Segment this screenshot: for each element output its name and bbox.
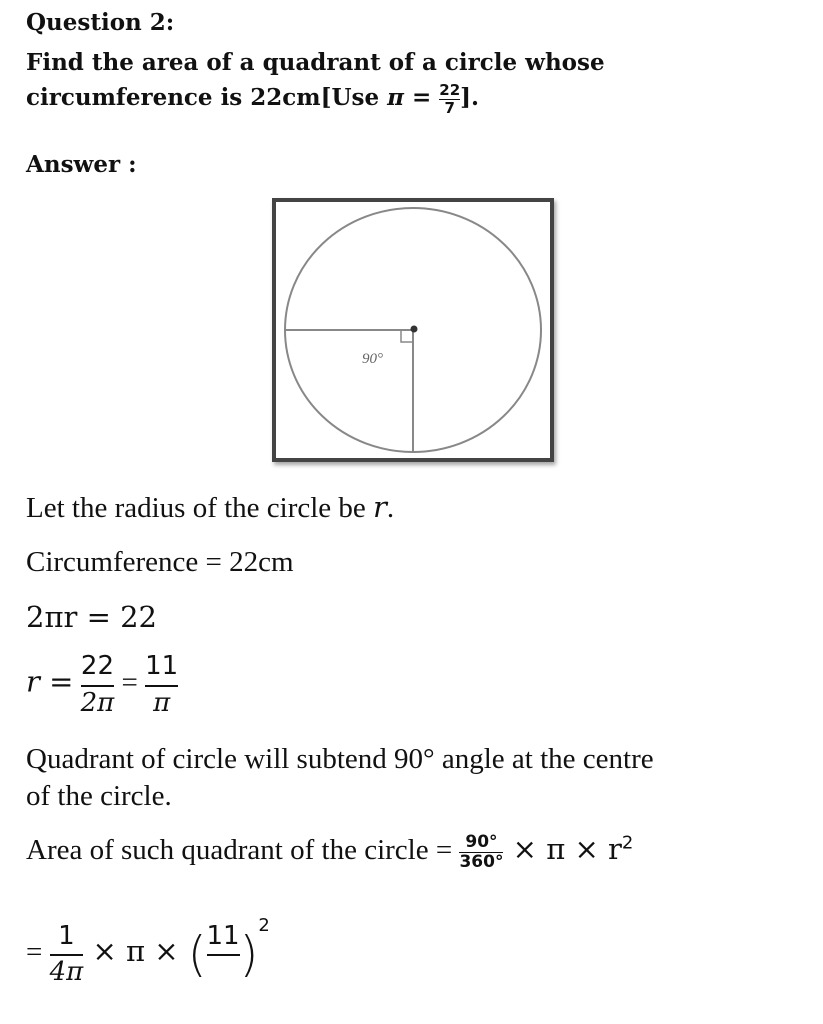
answer-label: Answer : xyxy=(26,151,137,178)
exponent: 2 xyxy=(621,832,634,854)
solution-line-area-substitution xyxy=(26,915,270,987)
degree-denominator: 360° xyxy=(459,851,504,872)
solution-line-equation: 2πr = 22 xyxy=(26,600,158,634)
inner-numerator: 11 xyxy=(206,920,240,951)
equals-sign: = xyxy=(121,666,138,699)
angle-label: 90° xyxy=(362,351,383,367)
fraction-1-over-4pi xyxy=(50,922,84,987)
exponent: 2 xyxy=(258,915,270,936)
fraction-90-over-360 xyxy=(459,833,503,871)
fraction-11-partial xyxy=(207,922,240,987)
solution-line-quadrant-b: of the circle. xyxy=(26,780,172,812)
frac1-numerator: 22 xyxy=(80,651,114,681)
circle-figure xyxy=(272,198,554,462)
frac-numerator: 1 xyxy=(58,920,75,951)
radius-statement-end: . xyxy=(386,492,395,524)
fraction-bar xyxy=(207,954,240,956)
inner-denominator-cut xyxy=(207,958,240,987)
center-point xyxy=(411,326,418,333)
pi-symbol: π xyxy=(387,84,404,111)
fraction-bar xyxy=(81,685,115,687)
fraction-bar xyxy=(145,685,178,687)
solution-line-r-value xyxy=(26,652,178,717)
question-text-line2-a: circumference is 22cm[Use xyxy=(26,84,388,111)
fraction-22-over-2pi xyxy=(81,652,115,717)
question-text-line2 xyxy=(26,82,479,116)
pi-value-fraction xyxy=(439,82,460,116)
frac1-denominator: 2π xyxy=(80,687,115,718)
multiply-pi: × π × xyxy=(83,934,188,968)
equals-sign: = xyxy=(412,84,432,111)
pi-fraction-numerator: 22 xyxy=(439,81,461,99)
right-paren: ) xyxy=(239,926,259,983)
question-heading: Question 2: xyxy=(26,9,175,36)
circle-diagram xyxy=(276,202,550,458)
r-lhs: r = xyxy=(26,664,74,699)
frac2-denominator: π xyxy=(153,687,171,718)
radius-statement: Let the radius of the circle be xyxy=(26,492,374,524)
radius-variable: r xyxy=(373,490,387,524)
frac2-numerator: 11 xyxy=(145,651,179,681)
degree-numerator: 90° xyxy=(465,832,498,853)
pi-fraction-denominator: 7 xyxy=(444,98,455,117)
solution-line-circumference: Circumference = 22cm xyxy=(26,546,294,578)
fraction-bar xyxy=(50,954,84,956)
solution-line-area-formula xyxy=(26,832,633,872)
question-close: ]. xyxy=(460,84,480,111)
fraction-11-over-pi xyxy=(145,652,178,717)
area-formula-rest: × π × r xyxy=(503,832,622,866)
solution-line-radius xyxy=(26,490,394,526)
left-paren: ( xyxy=(187,926,207,983)
right-angle-marker xyxy=(401,330,413,342)
area-formula-text: Area of such quadrant of the circle = xyxy=(26,834,460,866)
solution-line-quadrant-a: Quadrant of circle will subtend 90° angle at the centre xyxy=(26,743,654,775)
question-text-line1: Find the area of a quadrant of a circle whose xyxy=(26,49,605,76)
frac-denominator: 4π xyxy=(49,957,84,988)
equals-sign: = xyxy=(26,936,43,968)
